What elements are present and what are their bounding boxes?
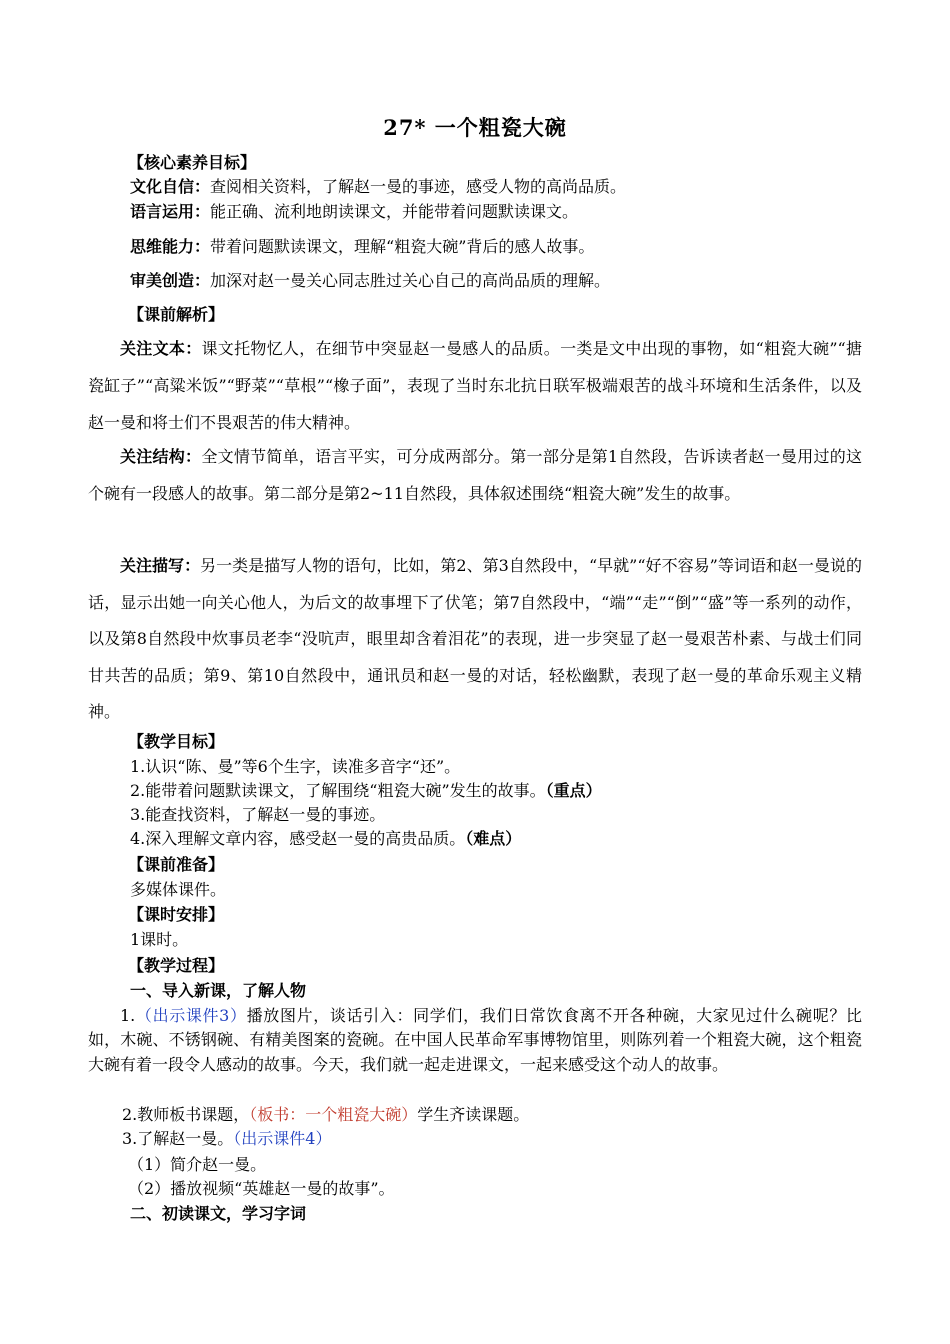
core-goal-text: 能正确、流利地朗读课文，并能带着问题默读课文。 <box>210 202 579 221</box>
key-point-note: （重点） <box>545 781 602 800</box>
section1-heading: 一、导入新课，了解人物 <box>130 981 307 1000</box>
step2-post: 学生齐读课题。 <box>417 1105 530 1124</box>
page-title: 27* 一个粗瓷大碗 <box>383 115 567 140</box>
core-goal-item <box>130 270 610 292</box>
core-goal-label: 文化自信： <box>130 177 211 196</box>
courseware-tag: （出示课件4） <box>233 1129 332 1148</box>
teaching-goals-heading: 【教学目标】 <box>128 732 225 751</box>
text-focus-label: 关注文本： <box>120 339 202 358</box>
process-step3 <box>122 1128 331 1150</box>
core-goal-text: 查阅相关资料，了解赵一曼的事迹，感受人物的高尚品质。 <box>210 177 627 196</box>
process-heading: 【教学过程】 <box>128 956 225 975</box>
board-tag: （板书：一个粗瓷大碗） <box>249 1105 418 1124</box>
core-goals-heading: 【核心素养目标】 <box>128 153 257 172</box>
structure-focus-text: 全文情节简单，语言平实，可分成两部分。第一部分是第1自然段，告诉读者赵一曼用过的这个碗有一段感人的故事。第二部分是第2~11自然段，具体叙述围绕“粗瓷大碗”发生的故事。 <box>88 447 862 503</box>
core-goal-label: 语言运用： <box>130 202 211 221</box>
difficulty-note: （难点） <box>465 829 522 848</box>
teaching-goal-item <box>130 780 602 802</box>
core-goal-item <box>130 201 578 223</box>
core-goal-text: 加深对赵一曼关心同志胜过关心自己的高尚品质的理解。 <box>210 271 611 290</box>
description-focus-label: 关注描写： <box>120 556 201 575</box>
process-step1 <box>88 1004 862 1077</box>
teaching-goal-item <box>130 828 521 850</box>
step2-pre: 2.教师板书课题， <box>122 1105 250 1124</box>
teaching-goal-text: 4.深入理解文章内容，感受赵一曼的高贵品质。 <box>130 829 466 848</box>
teaching-goal-text: 1.认识“陈、曼”等6个生字，读准多音字“还”。 <box>130 757 461 776</box>
core-goal-label: 思维能力： <box>130 237 211 256</box>
process-step2 <box>122 1104 529 1126</box>
teaching-goal-item <box>130 804 385 826</box>
schedule-text: 1课时。 <box>130 930 189 949</box>
teaching-goal-text: 2.能带着问题默读课文，了解围绕“粗瓷大碗”发生的故事。 <box>130 781 546 800</box>
schedule-heading: 【课时安排】 <box>128 905 225 924</box>
analysis-text-focus <box>88 330 862 441</box>
description-focus-text: 另一类是描写人物的语句，比如，第2、第3自然段中，“早就”“好不容易”等词语和赵一曼说的话，显示出她一向关心他人，为后文的故事埋下了伏笔；第7自然段中，“端”“走”“倒”“盛”等一系列的动作，以及第8自然段中炊事员老李“没吭声，眼里却含着泪花”的表现，进一步突显了赵一曼艰苦朴素、与战士们同甘共苦的品质；第9、第10自然段中，通讯员和赵一曼的对话，轻松幽默，表现了赵一曼的革命乐观主义精神。 <box>88 556 862 721</box>
core-goal-item <box>130 176 626 198</box>
step1-text: 播放图片，谈话引入：同学们，我们日常饮食离不开各种碗，大家见过什么碗呢？比如，木碗、不锈钢碗、有精美图案的瓷碗。在中国人民革命军事博物馆里，则陈列着一个粗瓷大碗，这个粗瓷大碗有着一段令人感动的故事。今天，我们就一起走进课文，一起来感受这个动人的故事。 <box>88 1006 862 1074</box>
core-goal-text: 带着问题默读课文，理解“粗瓷大碗”背后的感人故事。 <box>210 237 595 256</box>
structure-focus-label: 关注结构： <box>120 447 202 466</box>
step3-pre: 3.了解赵一曼。 <box>122 1129 234 1148</box>
preparation-heading: 【课前准备】 <box>128 855 225 874</box>
core-goal-item <box>130 236 594 258</box>
analysis-structure-focus <box>88 438 862 512</box>
teaching-goal-text: 3.能查找资料，了解赵一曼的事迹。 <box>130 805 386 824</box>
process-sub2: （2）播放视频“英雄赵一曼的故事”。 <box>128 1179 395 1198</box>
section2-heading: 二、初读课文，学习字词 <box>130 1204 307 1223</box>
core-goal-label: 审美创造： <box>130 271 211 290</box>
courseware-tag: （出示课件3） <box>135 1006 247 1025</box>
analysis-description-focus <box>88 548 862 731</box>
process-sub1: （1）简介赵一曼。 <box>128 1155 267 1174</box>
teaching-goal-item <box>130 756 460 778</box>
text-focus-text: 课文托物忆人，在细节中突显赵一曼感人的品质。一类是文中出现的事物，如“粗瓷大碗”“搪瓷缸子”“高粱米饭”“野菜”“草根”“橡子面”，表现了当时东北抗日联军极端艰苦的战斗环境和生活条件，以及赵一曼和将士们不畏艰苦的伟大精神。 <box>88 339 862 432</box>
step1-num: 1. <box>120 1006 136 1025</box>
analysis-heading: 【课前解析】 <box>128 305 225 324</box>
preparation-text: 多媒体课件。 <box>130 880 227 899</box>
